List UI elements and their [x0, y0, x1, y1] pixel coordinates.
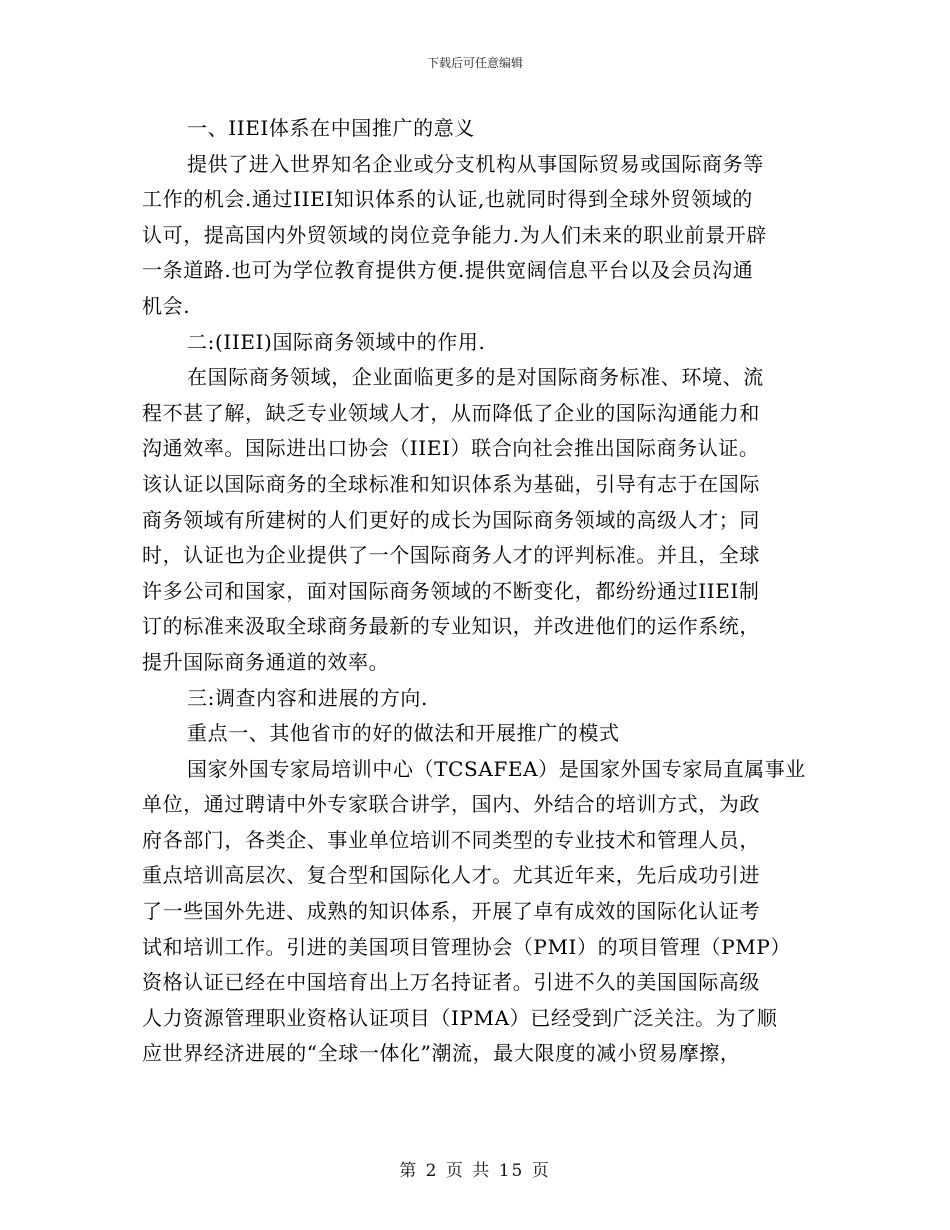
paragraph-line: 了一些国外先进、成熟的知识体系，开展了卓有成效的国际化认证考	[142, 899, 760, 924]
paragraph-line: 国家外国专家局培训中心（TCSAFEA）是国家外国专家局直属事业	[187, 756, 806, 781]
paragraph-line: 人力资源管理职业资格认证项目（IPMA）已经受到广泛关注。为了顺	[142, 1005, 778, 1030]
paragraph-line: 商务领域有所建树的人们更好的成长为国际商务领域的高级人才；同	[142, 507, 760, 532]
paragraph-line: 应世界经济进展的“全球一体化”潮流，最大限度的减小贸易摩擦，	[142, 1041, 741, 1066]
paragraph-line: 程不甚了解，缺乏专业领域人才，从而降低了企业的国际沟通能力和	[142, 400, 760, 425]
paragraph-line: 工作的机会.通过IIEI知识体系的认证,也就同时得到全球外贸领域的	[142, 187, 753, 212]
paragraph-line: 认可，提高国内外贸领域的岗位竞争能力.为人们未来的职业前景开辟	[142, 222, 767, 247]
page-footer-page-number: 第 2 页 共 15 页	[399, 1161, 551, 1181]
paragraph-line: 机会.	[142, 293, 191, 318]
paragraph-line: 许多公司和国家，面对国际商务领域的不断变化，都纷纷通过IIEI制	[142, 578, 760, 603]
paragraph-line: 府各部门，各类企、事业单位培训不同类型的专业技术和管理人员，	[142, 827, 760, 852]
paragraph-line: 单位，通过聘请中外专家联合讲学，国内、外结合的培训方式，为政	[142, 792, 760, 817]
paragraph-line: 在国际商务领域，企业面临更多的是对国际商务标准、环境、流	[187, 365, 764, 390]
paragraph-line: 时，认证也为企业提供了一个国际商务人才的评判标准。并且，全球	[142, 543, 760, 568]
page-header: 下载后可任意编辑	[426, 56, 523, 70]
paragraph-line: 提升国际商务通道的效率。	[142, 649, 390, 674]
paragraph-line: 重点培训高层次、复合型和国际化人才。尤其近年来，先后成功引进	[142, 863, 760, 888]
heading-section-1: 一、IIEI体系在中国推广的意义	[187, 116, 475, 140]
paragraph-line: 试和培训工作。引进的美国项目管理协会（PMI）的项目管理（PMP）	[142, 934, 792, 959]
heading-section-3: 三:调查内容和进展的方向.	[187, 685, 428, 710]
paragraph-line: 订的标准来汲取全球商务最新的专业知识，并改进他们的运作系统，	[142, 614, 760, 639]
paragraph-line: 一条道路.也可为学位教育提供方便.提供宽阔信息平台以及会员沟通	[142, 258, 754, 283]
document-body	[142, 111, 810, 1072]
subheading-key-point-1: 重点一、其他省市的好的做法和开展推广的模式	[187, 721, 620, 746]
paragraph-line: 该认证以国际商务的全球标准和知识体系为基础，引导有志于在国际	[142, 471, 760, 496]
paragraph-line: 资格认证已经在中国培育出上万名持证者。引进不久的美国国际高级	[142, 970, 760, 995]
paragraph-line: 沟通效率。国际进出口协会（IIEI）联合向社会推出国际商务认证。	[142, 436, 760, 461]
paragraph-line: 提供了进入世界知名企业或分支机构从事国际贸易或国际商务等	[187, 151, 764, 176]
heading-section-2: 二:(IIEI)国际商务领域中的作用.	[187, 329, 486, 354]
